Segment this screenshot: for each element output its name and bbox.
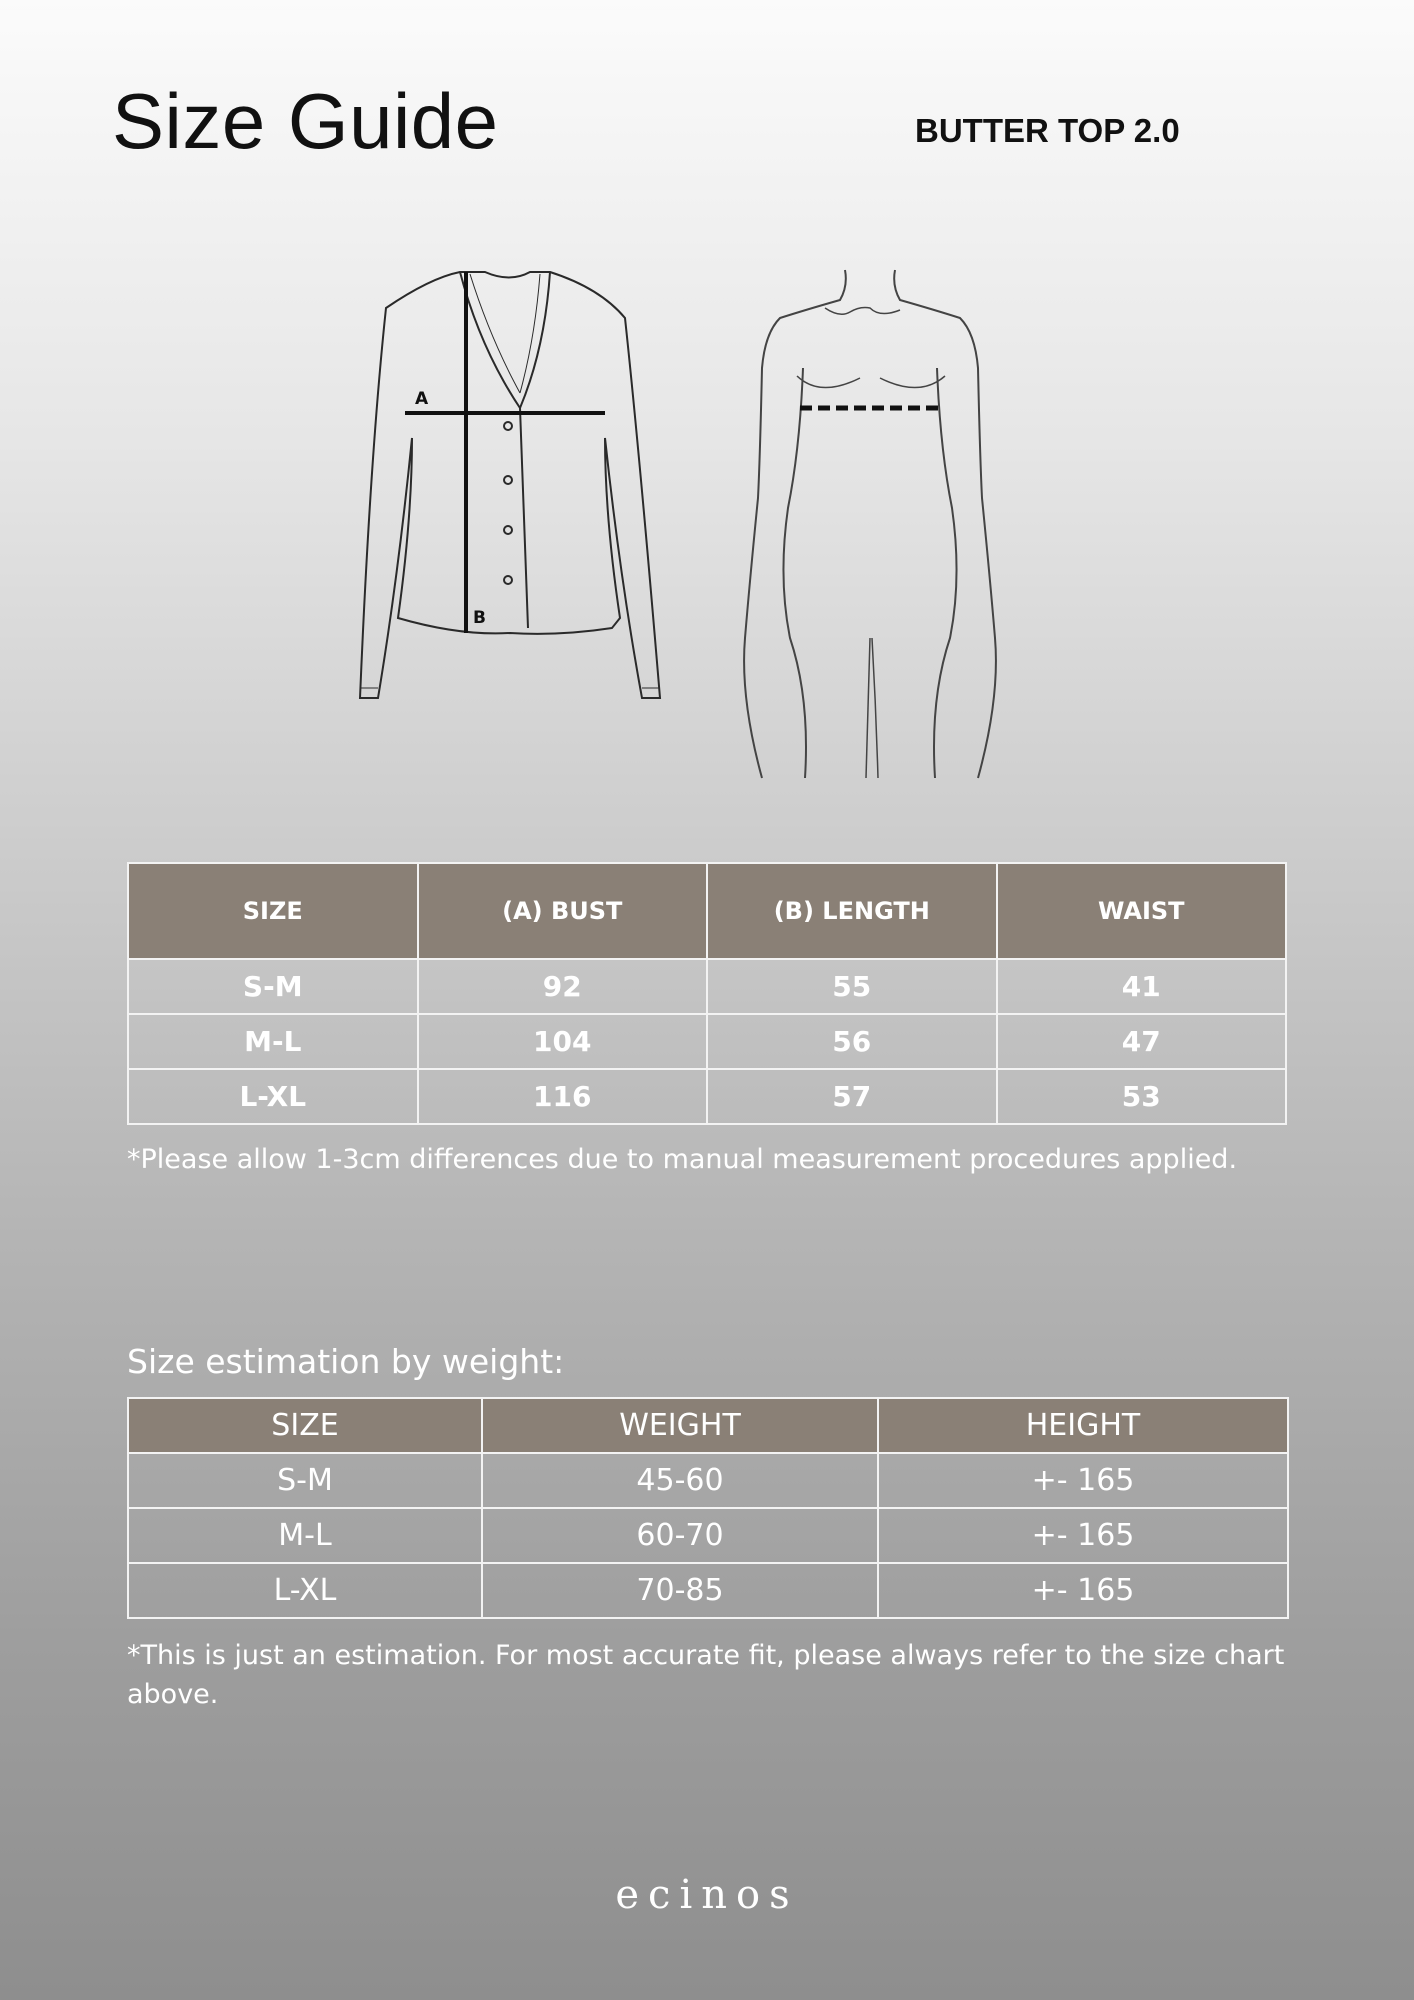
table-header-row (128, 863, 1286, 959)
size-illustration (320, 258, 1020, 798)
cell-height: +- 165 (878, 1453, 1288, 1508)
cell-bust: 92 (418, 959, 708, 1014)
label-b: B (473, 608, 486, 628)
cell-size: M-L (128, 1014, 418, 1069)
table-row (128, 1508, 1288, 1563)
cell-waist: 47 (997, 1014, 1287, 1069)
header-waist: WAIST (997, 863, 1287, 959)
cardigan-drawing (360, 272, 660, 698)
table-row (128, 1563, 1288, 1618)
size-chart-table (127, 862, 1287, 1125)
cell-size: M-L (128, 1508, 482, 1563)
table-row (128, 1069, 1286, 1124)
cell-weight: 70-85 (482, 1563, 878, 1618)
cell-waist: 53 (997, 1069, 1287, 1124)
table-row (128, 1453, 1288, 1508)
page-title: Size Guide (112, 77, 499, 165)
weight-section-title: Size estimation by weight: (127, 1342, 565, 1381)
size-chart-note: *Please allow 1-3cm differences due to manual measurement procedures applied. (127, 1144, 1238, 1175)
body-drawing (744, 270, 996, 778)
cell-bust: 116 (418, 1069, 708, 1124)
cell-height: +- 165 (878, 1563, 1288, 1618)
cell-length: 57 (707, 1069, 997, 1124)
table-row (128, 1014, 1286, 1069)
cell-size: S-M (128, 959, 418, 1014)
cell-weight: 45-60 (482, 1453, 878, 1508)
cell-weight: 60-70 (482, 1508, 878, 1563)
table-header-row (128, 1398, 1288, 1453)
cell-length: 56 (707, 1014, 997, 1069)
table-row (128, 959, 1286, 1014)
cell-waist: 41 (997, 959, 1287, 1014)
header-bust: (A) BUST (418, 863, 708, 959)
header-size: SIZE (128, 1398, 482, 1453)
cell-size: L-XL (128, 1563, 482, 1618)
product-name: BUTTER TOP 2.0 (915, 112, 1180, 149)
brand-logo: ecinos (615, 1872, 799, 1918)
cell-height: +- 165 (878, 1508, 1288, 1563)
cell-bust: 104 (418, 1014, 708, 1069)
header-height: HEIGHT (878, 1398, 1288, 1453)
header-size: SIZE (128, 863, 418, 959)
cell-length: 55 (707, 959, 997, 1014)
header-weight: WEIGHT (482, 1398, 878, 1453)
cell-size: L-XL (128, 1069, 418, 1124)
weight-chart-note: *This is just an estimation. For most accurate fit, please always refer to the size chart above. (127, 1640, 1285, 1710)
header-length: (B) LENGTH (707, 863, 997, 959)
weight-chart-table (127, 1397, 1289, 1619)
label-a: A (415, 389, 429, 409)
cell-size: S-M (128, 1453, 482, 1508)
